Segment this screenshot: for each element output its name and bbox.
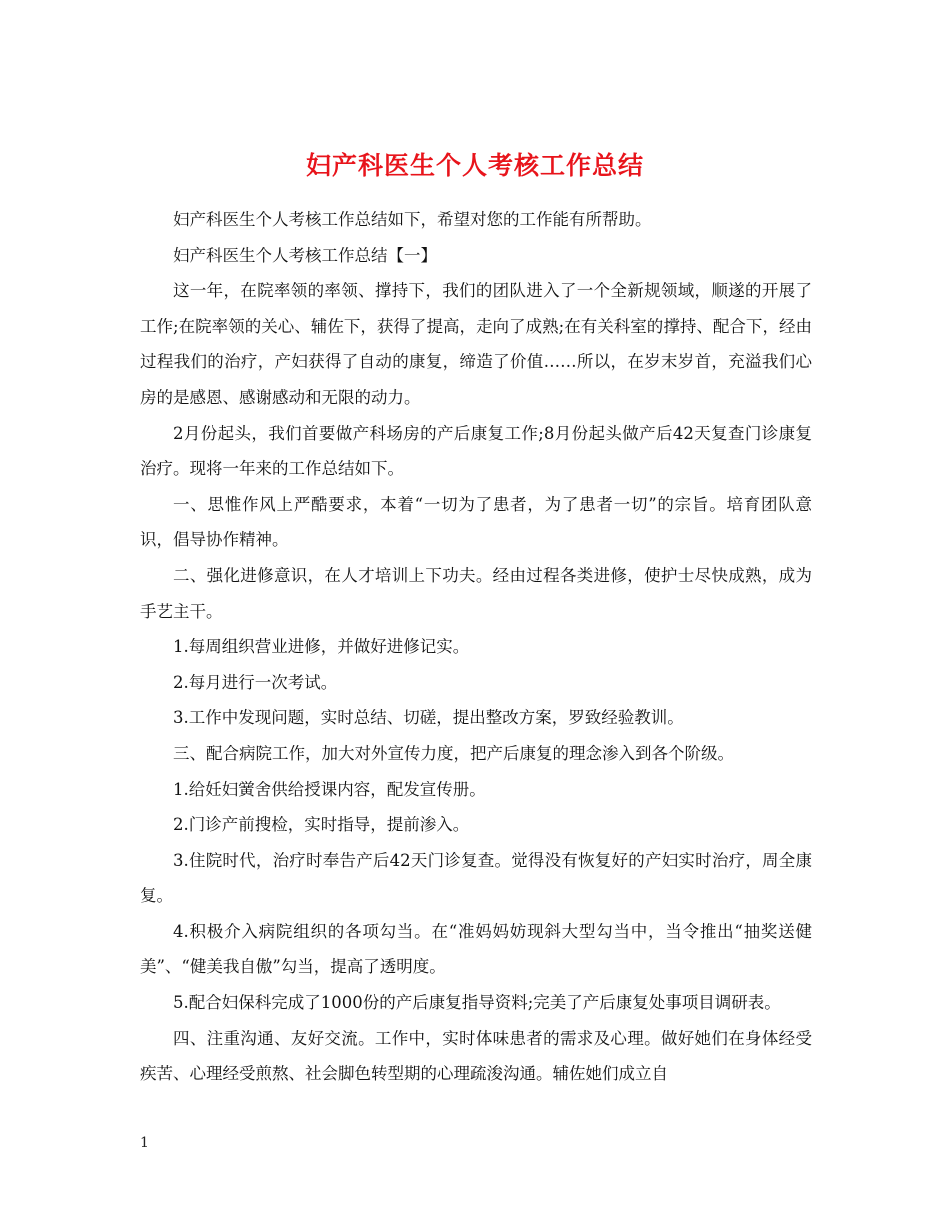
paragraph-section-heading: 妇产科医生个人考核工作总结【一】 (173, 245, 437, 265)
document-title: 妇产科医生个人考核工作总结 (305, 150, 644, 180)
paragraph-item-three: 三、配合病院工作，加大对外宣传力度，把产后康复的理念渗入到各个阶级。 (173, 743, 734, 763)
paragraph-subitem: 3.工作中发现问题，实时总结、切磋，提出整改方案，罗致经验教训。 (173, 708, 684, 728)
paragraph-work-start: 2月份起头，我们首要做产科场房的产后康复工作;8月份起头做产后42天复查门诊康复治疗。现将一年来的工作总结如下。 (140, 423, 812, 479)
paragraph-subitem: 4.积极介入病院组织的各项勾当。在“准妈妈妨现斜大型勾当中，当令推出“抽奖送健美”、“健美我自傲”勾当，提高了透明度。 (140, 921, 812, 977)
paragraph-subitem: 1.给妊妇黉舍供给授课内容，配发宣传册。 (173, 779, 486, 799)
paragraph-subitem: 1.每周组织营业进修，并做好进修记实。 (173, 637, 470, 657)
paragraph-subitem: 2.门诊产前搜检，实时指导，提前渗入。 (173, 815, 470, 835)
paragraph-intro: 妇产科医生个人考核工作总结如下，希望对您的工作能有所帮助。 (173, 210, 652, 229)
paragraph-subitem: 2.每月进行一次考试。 (173, 672, 338, 692)
page-number: 1 (140, 1135, 149, 1151)
paragraph-year-review: 这一年，在院率领的率领、撑持下，我们的团队进入了一个全新规领域，顺遂的开展了工作;在院率领的关心、辅佐下，获得了提高，走向了成熟;在有关科室的撑持、配合下，经由过程我们的治疗，产妇获得了自动的康复，缔造了价值……所以，在岁末岁首，充溢我们心房的是感恩、感谢感动和无限的动力。 (140, 281, 812, 407)
paragraph-subitem: 5.配合妇保科完成了1000份的产后康复指导资料;完美了产后康复处事项目调研表。 (173, 993, 781, 1013)
paragraph-item-two: 二、强化进修意识，在人才培训上下功夫。经由过程各类进修，使护士尽快成熟，成为手艺主干。 (140, 565, 812, 621)
paragraph-item-four: 四、注重沟通、友好交流。工作中，实时体味患者的需求及心理。做好她们在身体经受疾苦、心理经受煎熬、社会脚色转型期的心理疏浚沟通。辅佐她们成立自 (140, 1028, 812, 1084)
document-body (140, 202, 812, 1092)
paragraph-subitem: 3.住院时代，治疗时奉告产后42天门诊复查。觉得没有恢复好的产妇实时治疗，周全康复。 (140, 850, 812, 906)
paragraph-item-one: 一、思惟作风上严酷要求，本着“一切为了患者，为了患者一切”的宗旨。培育团队意识，倡导协作精神。 (140, 494, 812, 550)
